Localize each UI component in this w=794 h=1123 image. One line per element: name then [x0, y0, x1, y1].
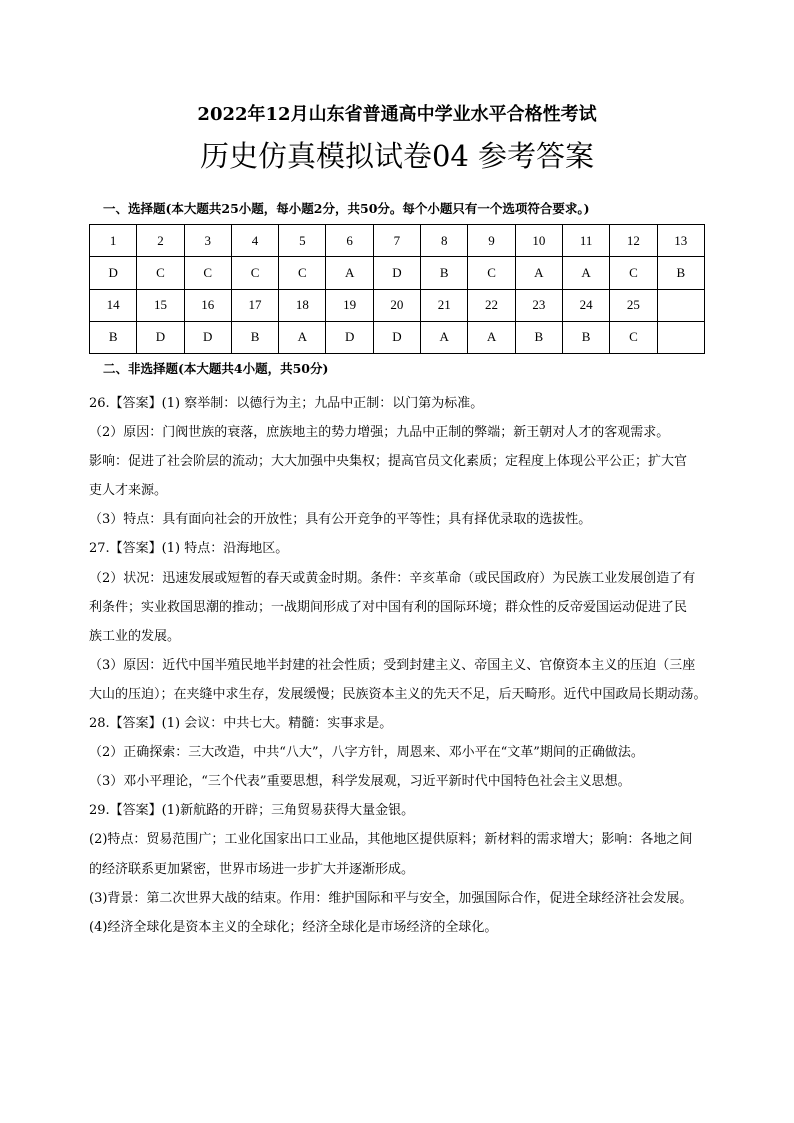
- question-number-cell: 18: [279, 289, 326, 321]
- answer-line: 29.【答案】(1)新航路的开辟；三角贸易获得大量金银。: [89, 803, 415, 819]
- question-number-cell: 12: [610, 225, 657, 257]
- answer-letter-cell: C: [231, 257, 278, 289]
- answer-letter-cell: A: [468, 321, 515, 353]
- answer-line: 大山的压迫）；在夹缝中求生存，发展缓慢；民族资本主义的先天不足，后天畸形。近代中国政局长期动荡。: [89, 686, 707, 702]
- question-number-row: [90, 289, 705, 321]
- answer-line: 27.【答案】(1) 特点：沿海地区。: [89, 541, 289, 557]
- question-number-cell: [657, 289, 704, 321]
- question-number-cell: 9: [468, 225, 515, 257]
- answer-line: (4)经济全球化是资本主义的全球化；经济全球化是市场经济的全球化。: [89, 919, 498, 935]
- question-number-cell: 8: [421, 225, 468, 257]
- question-number-cell: 3: [184, 225, 231, 257]
- answer-line: (2)特点：贸易范围广；工业化国家出口工业品，其他地区提供原料；新材料的需求增大；影响：各地之间: [89, 832, 693, 848]
- answer-line: （2）原因：门阀世族的衰落，庶族地主的势力增强；九品中正制的弊端；新王朝对人才的客观需求。: [89, 425, 670, 441]
- question-number-cell: 17: [231, 289, 278, 321]
- question-number-cell: 6: [326, 225, 373, 257]
- question-number-cell: 10: [515, 225, 562, 257]
- answer-letter-cell: C: [610, 321, 657, 353]
- answer-letter-cell: A: [515, 257, 562, 289]
- question-number-cell: 21: [421, 289, 468, 321]
- answer-line: 28.【答案】(1) 会议：中共七大。精髓：实事求是。: [89, 716, 393, 732]
- question-number-cell: 7: [373, 225, 420, 257]
- answer-line: （3）原因：近代中国半殖民地半封建的社会性质；受到封建主义、帝国主义、官僚资本主义的压迫（三座: [89, 657, 696, 673]
- answer-letter-cell: D: [184, 321, 231, 353]
- answer-letter-cell: A: [421, 321, 468, 353]
- answer-line: （2）状况：迅速发展或短暂的春天或黄金时期。条件：辛亥革命（或民国政府）为民族工业发展创造了有: [89, 570, 696, 586]
- answer-letter-cell: D: [90, 257, 137, 289]
- question-number-cell: 19: [326, 289, 373, 321]
- answer-line: （2）正确探索：三大改造，中共“八大”，八字方针，周恩来、邓小平在“文革”期间的正确做法。: [89, 745, 644, 761]
- answer-line: 族工业的发展。: [89, 628, 181, 644]
- answer-letter-cell: C: [279, 257, 326, 289]
- question-number-cell: 24: [562, 289, 609, 321]
- question-number-cell: 11: [562, 225, 609, 257]
- answer-line: 吏人才来源。: [89, 483, 168, 499]
- question-number-cell: 13: [657, 225, 704, 257]
- answer-line: 26.【答案】(1) 察举制：以德行为主；九品中正制：以门第为标准。: [89, 396, 484, 411]
- question-number-cell: 14: [90, 289, 137, 321]
- answer-letter-cell: A: [326, 257, 373, 289]
- answer-letter-cell: D: [137, 321, 184, 353]
- answer-letter-cell: C: [610, 257, 657, 289]
- answer-letter-cell: D: [326, 321, 373, 353]
- question-number-cell: 4: [231, 225, 278, 257]
- section-heading-choice: 一、选择题(本大题共25小题，每小题2分，共50分。每个小题只有一个选项符合要求。): [103, 201, 590, 216]
- exam-title: 2022年12月山东省普通高中学业水平合格性考试: [197, 104, 597, 125]
- question-number-row: [90, 225, 705, 257]
- question-number-cell: 2: [137, 225, 184, 257]
- answer-letter-cell: A: [562, 257, 609, 289]
- answer-letter-cell: B: [231, 321, 278, 353]
- question-number-cell: 20: [373, 289, 420, 321]
- answer-line: （3）邓小平理论，“三个代表”重要思想，科学发展观，习近平新时代中国特色社会主义思想。: [89, 774, 631, 790]
- answer-letter-cell: C: [468, 257, 515, 289]
- answer-letter-cell: A: [279, 321, 326, 353]
- answer-letter-cell: D: [373, 257, 420, 289]
- question-number-cell: 23: [515, 289, 562, 321]
- choice-answer-table: [89, 224, 705, 354]
- question-number-cell: 22: [468, 289, 515, 321]
- answer-line: 影响：促进了社会阶层的流动；大大加强中央集权；提高官员文化素质；定程度上体现公平公正；扩大官: [89, 454, 688, 470]
- answer-letter-cell: B: [515, 321, 562, 353]
- answer-line: (3)背景：第二次世界大战的结束。作用：维护国际和平与安全，加强国际合作，促进全球经济社会发展。: [89, 890, 693, 906]
- answer-letter-row: [90, 321, 705, 353]
- question-number-cell: 15: [137, 289, 184, 321]
- answer-line: （3）特点：具有面向社会的开放性；具有公开竞争的平等性；具有择优录取的选拔性。: [89, 512, 592, 528]
- question-number-cell: 16: [184, 289, 231, 321]
- answer-letter-cell: D: [373, 321, 420, 353]
- paper-title: 历史仿真模拟试卷04 参考答案: [199, 139, 595, 173]
- answer-letter-cell: B: [90, 321, 137, 353]
- question-number-cell: 5: [279, 225, 326, 257]
- section-heading-non-choice: 二、非选择题(本大题共4小题，共50分): [103, 361, 329, 376]
- answer-line: 的经济联系更加紧密，世界市场进一步扩大并逐渐形成。: [89, 861, 415, 877]
- answer-letter-cell: C: [137, 257, 184, 289]
- answer-line: 利条件；实业救国思潮的推动；一战期间形成了对中国有利的国际环境；群众性的反帝爱国运动促进了民: [89, 599, 688, 615]
- answer-letter-cell: [657, 321, 704, 353]
- answer-letter-cell: C: [184, 257, 231, 289]
- answer-text-block: [89, 389, 729, 942]
- question-number-cell: 25: [610, 289, 657, 321]
- question-number-cell: 1: [90, 225, 137, 257]
- answer-letter-cell: B: [421, 257, 468, 289]
- answer-letter-cell: B: [657, 257, 704, 289]
- answer-letter-row: [90, 257, 705, 289]
- answer-letter-cell: B: [562, 321, 609, 353]
